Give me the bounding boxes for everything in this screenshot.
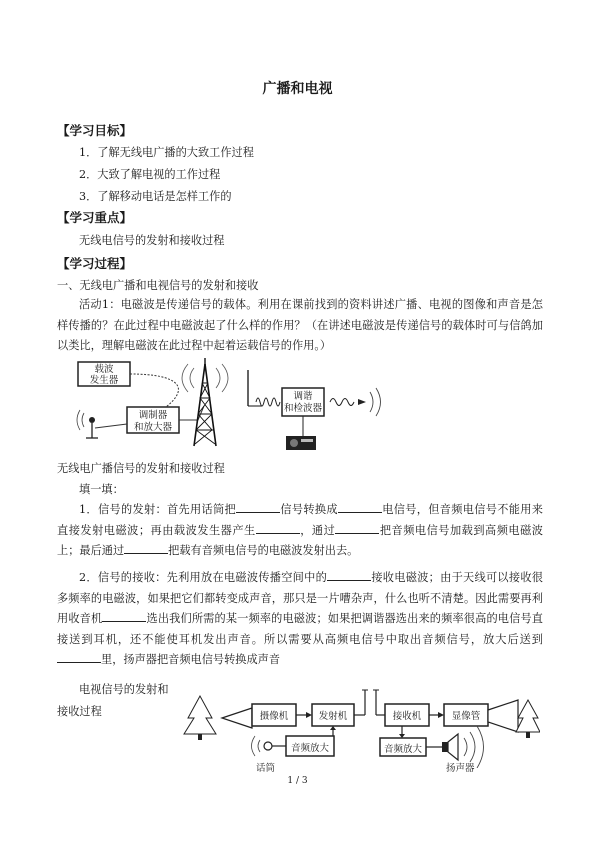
mic-label: 话筒: [256, 763, 276, 774]
key-point: 无线电信号的发射和接收过程: [79, 234, 225, 247]
microphone-icon: [264, 742, 286, 750]
q2-text: 里，扬声器把音频电信号转换成声音: [101, 653, 281, 666]
q1-text: 把音频电信号加载到高频电磁波上；最后通过: [57, 523, 543, 557]
tv-caption-line2: 接收过程: [57, 705, 102, 718]
speaker-icon: [442, 734, 458, 760]
answer-blank[interactable]: [57, 651, 101, 663]
answer-blank[interactable]: [256, 522, 300, 534]
fill-in-label: 填一填：: [79, 483, 124, 496]
tv-broadcast-figure: [180, 688, 540, 768]
goal-item: 1．了解无线电广播的大致工作过程: [79, 146, 254, 159]
camera-label: 摄像机: [259, 711, 289, 722]
section-key: 【学习重点】: [57, 210, 133, 225]
receiver-line2: 和检波器: [283, 403, 322, 414]
microphone-icon: [89, 417, 95, 423]
q1-text: 电信号，但音频电信号不能用来直接发射电磁波；再由载波发生器产生: [57, 503, 543, 537]
q2-text: 2．信号的接收：先利用放在电磁波传播空间中的: [79, 571, 328, 584]
question-2: [57, 568, 543, 671]
carrier-generator-label: [80, 364, 128, 386]
tv-receiver-label: 接收机: [392, 711, 422, 722]
q2-text: 选出我们所需的某一频率的电磁波；如果把调谐器选出来的频率很高的电信号直接送到耳机，还不能使耳机发出声音。所以需要从高频电信号中取出音频信号，放大后送到: [57, 612, 543, 646]
question-1: [57, 500, 543, 562]
goal-item: 3．了解移动电话是怎样工作的: [79, 190, 232, 203]
tree-icon: [184, 696, 216, 740]
section-goals: 【学习目标】: [57, 123, 133, 138]
receiver-line1: 调谐: [293, 391, 313, 402]
answer-blank[interactable]: [327, 569, 371, 581]
receiver-label: [283, 391, 323, 415]
modulator-line1: 调制器: [138, 410, 168, 421]
audio-amp2-label: 音频放大: [383, 744, 422, 755]
radio-caption: 无线电广播信号的发射和接收过程: [57, 462, 225, 475]
picture-tube-label: 显像管: [451, 711, 481, 722]
tower-icon: [194, 358, 216, 446]
q1-text: 1．信号的发射：首先用话筒把: [79, 503, 237, 516]
speaker-label: 扬声器: [446, 763, 475, 774]
audio-amp-label: 音频放大: [290, 743, 329, 754]
tv-caption-line1: 电视信号的发射和: [79, 683, 169, 696]
q1-text: 把载有音频电信号的电磁波发射出去。: [168, 544, 359, 557]
modulator-line2: 和放大器: [133, 422, 172, 433]
answer-blank[interactable]: [338, 501, 382, 513]
modulator-label: [128, 410, 178, 434]
tree-icon: [516, 700, 540, 738]
q1-text: 信号转换成: [280, 503, 338, 516]
activity1-text: 活动1：电磁波是传递信号的载体。利用在课前找到的资料讲述广播、电视的图像和声音是怎样传播的？在此过程中电磁波起了什么样的作用？（在讲述电磁波是传递信号的载体时可与信鸽加以类比，理解电磁波在此过程中起着运载信号的作用。）: [57, 298, 543, 352]
answer-blank[interactable]: [124, 542, 168, 554]
answer-blank[interactable]: [335, 522, 379, 534]
activity1-paragraph: [57, 295, 543, 357]
page-title: 广播和电视: [262, 81, 333, 97]
transmitter-label: 发射机: [318, 711, 348, 722]
q2-text: 接收电磁波；由于天线可以接收很多频率的电磁波，如果把它们都转变成声音，那只是一片嘈杂声，什么也听不清楚。因此需要再利用收音机: [57, 571, 543, 625]
answer-blank[interactable]: [236, 501, 280, 513]
q1-text: ，通过: [299, 523, 336, 537]
radio-icon: [286, 436, 316, 450]
section-process: 【学习过程】: [57, 256, 133, 271]
part1-heading: 一、无线电广播和电视信号的发射和接收: [57, 279, 259, 292]
carrier-generator-line1: 载波: [94, 364, 114, 375]
page-number: 1 / 3: [287, 776, 308, 786]
answer-blank[interactable]: [102, 610, 146, 622]
goal-item: 2．大致了解电视的工作过程: [79, 168, 221, 181]
carrier-generator-line2: 发生器: [89, 375, 119, 386]
